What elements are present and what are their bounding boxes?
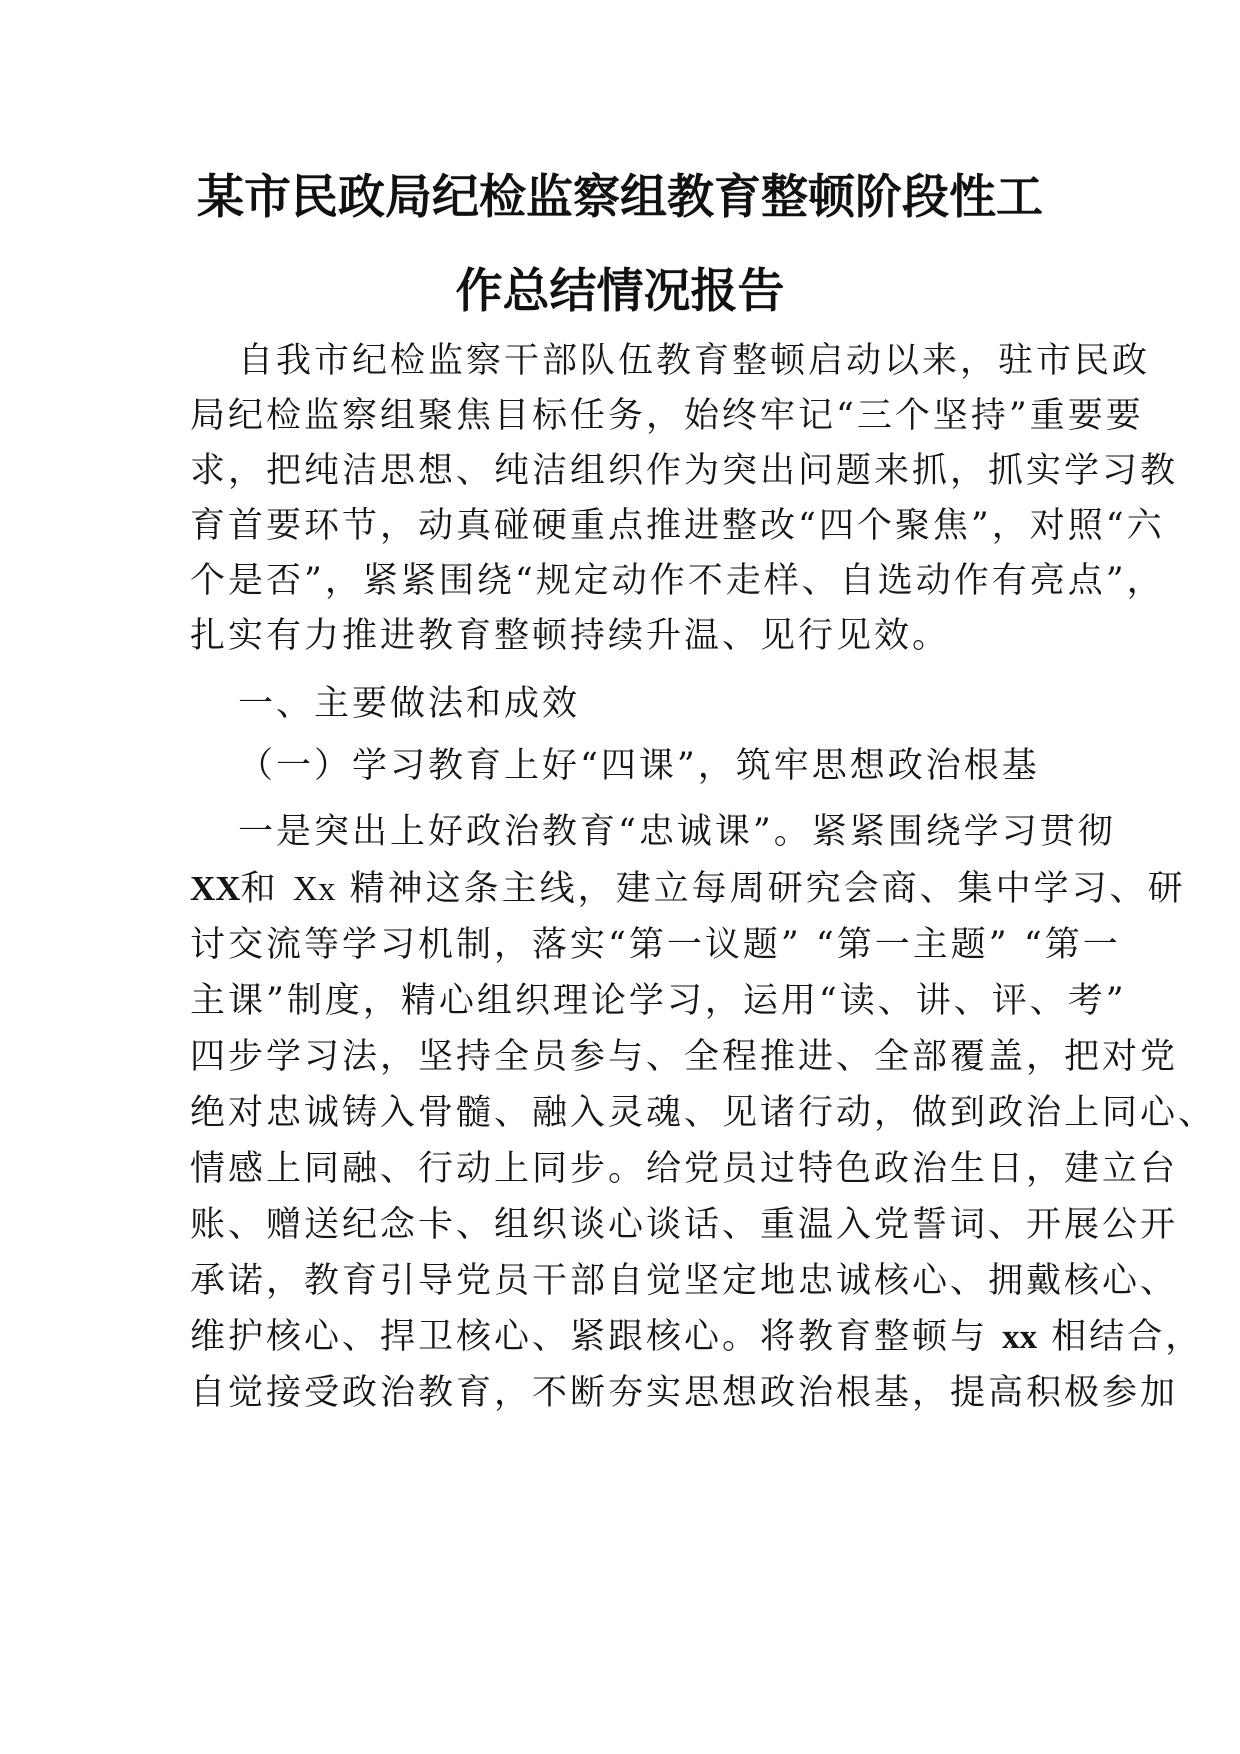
body-line-10-part-1: 维护核心、捍卫核心、紧跟核心。将教育整顿与	[190, 1317, 1003, 1357]
body-line-5: 四步学习法，坚持全员参与、全程推进、全部覆盖，把对党	[190, 1037, 1179, 1077]
intro-line-2: 局纪检监察组聚焦目标任务，始终牢记“三个坚持”重要要	[190, 396, 1144, 436]
body-line-9: 承诺，教育引导党员干部自觉坚定地忠诚核心、拥戴核心、	[190, 1261, 1179, 1301]
body-line-11: 自觉接受政治教育，不断夯实思想政治根基，提高积极参加	[190, 1373, 1179, 1413]
body-line-1: 一是突出上好政治教育“忠诚课”。紧紧围绕学习贯彻	[238, 812, 1116, 852]
body-line-3: 讨交流等学习机制，落实“第一议题” “第一主题” “第一	[190, 925, 1121, 965]
body-line-4: 主课”制度，精心组织理论学习，运用“读、讲、评、考”	[190, 981, 1127, 1021]
body-line-2-part-1: XX	[190, 869, 241, 908]
intro-line-6: 扎实有力推进教育整顿持续升温、见行见效。	[190, 616, 951, 656]
intro-line-1: 自我市纪检监察干部队伍教育整顿启动以来，驻市民政	[238, 341, 1151, 381]
document-title-line-1: 某市民政局纪检监察组教育整顿阶段性工	[197, 170, 1043, 225]
body-line-8: 账、赠送纪念卡、组织谈心谈话、重温入党誓词、开展公开	[190, 1205, 1179, 1245]
section-heading: 一、主要做法和成效	[238, 684, 581, 724]
body-line-2-part-3: Xx	[292, 869, 336, 908]
body-line-2	[190, 865, 1186, 913]
intro-line-4: 育首要环节，动真碰硬重点推进整改“四个聚焦”，对照“六	[190, 506, 1165, 546]
intro-line-3: 求，把纯洁思想、纯洁组织作为突出问题来抓，抓实学习教	[190, 451, 1179, 491]
subsection-heading: （一）学习教育上好“四课”，筑牢思想政治根基	[238, 746, 1040, 786]
intro-line-5: 个是否”，紧紧围绕“规定动作不走样、自选动作有亮点”，	[190, 561, 1165, 601]
body-line-2-part-4: 精神这条主线，建立每周研究会商、集中学习、研	[335, 869, 1186, 909]
body-line-10-part-3: 相结合，	[1037, 1317, 1204, 1357]
document-title-line-2: 作总结情况报告	[455, 264, 785, 319]
body-line-7: 情感上同融、行动上同步。给党员过特色政治生日，建立台	[190, 1149, 1179, 1189]
body-line-2-part-2: 和	[240, 869, 293, 909]
body-line-10	[190, 1313, 1204, 1361]
body-line-6: 绝对忠诚铸入骨髓、融入灵魂、见诸行动，做到政治上同心、	[190, 1093, 1217, 1133]
body-line-10-part-2: xx	[1002, 1317, 1038, 1356]
